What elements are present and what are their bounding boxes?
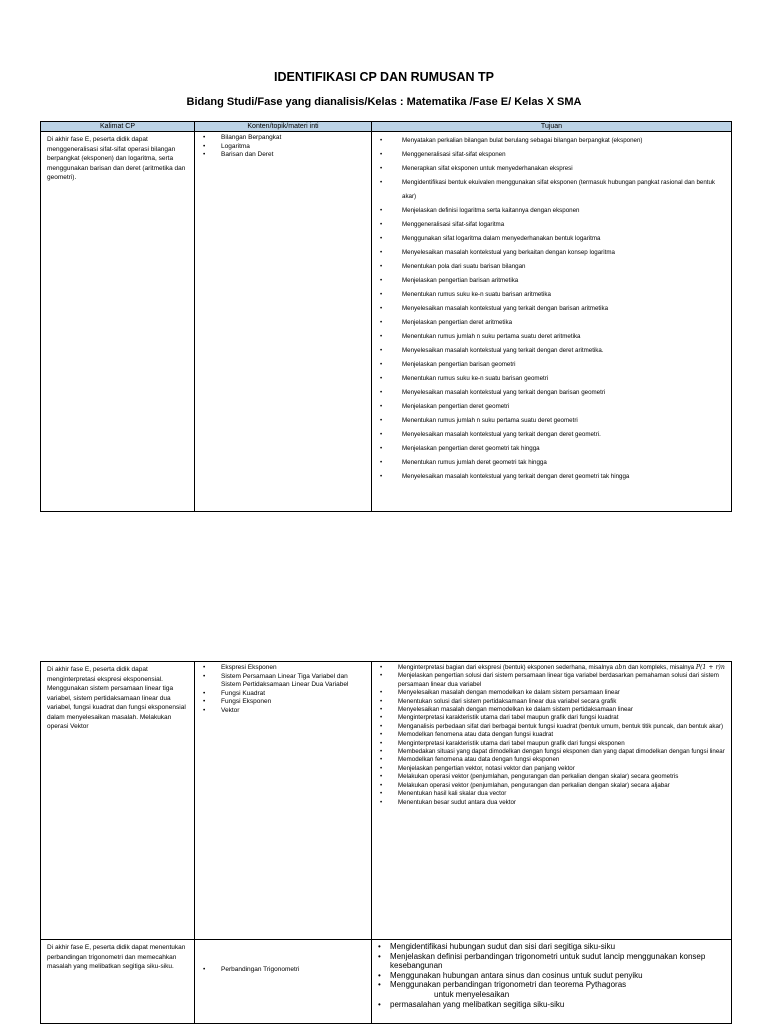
list-item: • Menyelesaikan masalah kontekstual yang terkait dengan deret aritmetika. — [376, 344, 727, 358]
list-item: • Menggeneralisasi sifat-sifat logaritma — [376, 218, 727, 232]
list-item — [376, 664, 727, 672]
list-item: • Menjelaskan definisi perbandingan trigonometri untuk sudut lancip menggunakan konsep kesebangunan — [376, 952, 727, 971]
header-tujuan: Tujuan — [372, 122, 732, 132]
list-item: • Membedakan situasi yang dapat dimodelkan dengan fungsi eksponen dan yang dapat dimodelkan dengan fungsi linear — [376, 748, 727, 756]
tujuan-list — [376, 134, 727, 484]
konten-list — [199, 134, 367, 160]
math-expression: P(1 + r)n — [695, 664, 725, 671]
list-item: • Memodelkan fenomena atau data dengan fungsi kuadrat — [376, 731, 727, 739]
table-row — [41, 132, 732, 512]
table-header-row — [41, 122, 732, 132]
kalimat-cp-cell: Di akhir fase E, peserta didik dapat menentukan perbandingan trigonometri dan memecahkan masalah yang melibatkan segitiga siku-siku. — [41, 940, 195, 1024]
list-item: • Menyelesaikan masalah dengan memodelkan ke dalam sistem pertidaksamaan linear — [376, 706, 727, 714]
cp-table-1 — [40, 121, 732, 512]
list-item: • Menentukan pola dari suatu barisan bilangan — [376, 260, 727, 274]
list-item: • Mengidentifikasi bentuk ekuivalen menggunakan sifat eksponen (termasuk hubungan pangkat rasional dan bentuk akar) — [376, 176, 727, 204]
tujuan-cell — [372, 940, 732, 1024]
list-item: • Menerapkan sifat eksponen untuk menyederhanakan ekspresi — [376, 162, 727, 176]
list-item: • Menjelaskan pengertian solusi dari sistem persamaan linear tiga variabel berdasarkan pemahaman solusi dari sistem persamaan linear dua variabel — [376, 672, 727, 689]
list-item: • Menentukan rumus suku ke-n suatu barisan aritmetika — [376, 288, 727, 302]
list-item: • Menentukan rumus jumlah n suku pertama suatu deret aritmetika — [376, 330, 727, 344]
table-row — [41, 940, 732, 1024]
list-item: • Menginterpretasi karakteristik utama dari tabel maupun grafik dari fungsi kuadrat — [376, 714, 727, 722]
list-item: • Menyelesaikan masalah dengan memodelkan ke dalam sistem persamaan linear — [376, 689, 727, 697]
list-item: • Menggeneralisasi sifat-sifat eksponen — [376, 148, 727, 162]
list-item: • Fungsi Eksponen — [199, 698, 367, 707]
list-item: • Menginterpretasi karakteristik utama dari tabel maupun grafik dari fungsi eksponen — [376, 740, 727, 748]
list-item: • Menyelesaikan masalah kontekstual yang terkait dengan barisan aritmetika — [376, 302, 727, 316]
header-konten: Konten/topik/materi inti — [195, 122, 372, 132]
list-item: • Menjelaskan pengertian deret geometri — [376, 400, 727, 414]
tujuan-cell — [372, 662, 732, 940]
list-item: • Menjelaskan pengertian deret aritmetika — [376, 316, 727, 330]
list-item: • Perbandingan Trigonometri — [199, 966, 367, 975]
list-item: • Menentukan solusi dari sistem pertidaksamaan linear dua variabel secara grafik — [376, 698, 727, 706]
list-item: • Melakukan operasi vektor (penjumlahan, pengurangan dan perkalian dengan skalar) secara geometris — [376, 773, 727, 781]
list-item: • Menyatakan perkalian bilangan bulat berulang sebagai bilangan berpangkat (eksponen) — [376, 134, 727, 148]
header-kalimat-cp: Kalimat CP — [41, 122, 195, 132]
list-item: • Menggunakan perbandingan trigonometri dan teorema Pythagoras — [376, 980, 727, 990]
list-item: • Menjelaskan definisi logaritma serta kaitannya dengan eksponen — [376, 204, 727, 218]
tujuan-list — [376, 942, 727, 1009]
list-item: • Bilangan Berpangkat — [199, 134, 367, 143]
tujuan-text: Menginterpretasi bagian dari ekspresi (bentuk) eksponen sederhana, misalnya — [398, 664, 613, 671]
list-item: • Vektor — [199, 707, 367, 716]
list-item: • Barisan dan Deret — [199, 151, 367, 160]
list-item: • Menjelaskan pengertian barisan geometri — [376, 358, 727, 372]
list-item: • Menentukan rumus suku ke-n suatu barisan geometri — [376, 372, 727, 386]
tujuan-cell — [372, 132, 732, 512]
list-item: untuk menyelesaikan — [434, 989, 510, 999]
kalimat-cp-cell: Di akhir fase E, peserta didik dapat menginterpretasi ekspresi eksponensial. Menggunakan sistem persamaan linear tiga variabel, sistem pertidaksamaan linear dua variabel, fungsi kuadrat dan fungsi eksponensial dalam menyelesaikan masalah. Melakukan operasi Vektor — [41, 662, 195, 940]
list-item: • Menjelaskan pengertian vektor, notasi vektor dan panjang vektor — [376, 765, 727, 773]
tujuan-list — [376, 664, 727, 807]
list-item: • Menentukan hasil kali skalar dua vector — [376, 790, 727, 798]
list-item: • Menentukan rumus jumlah deret geometri tak hingga — [376, 456, 727, 470]
kalimat-cp-cell: Di akhir fase E, peserta didik dapat menggeneralisasi sifat-sifat operasi bilangan berpangkat (eksponen) dan logaritma, serta menggunakan barisan dan deret (aritmetika dan geometri). — [41, 132, 195, 512]
list-item: • Menjelaskan pengertian deret geometri tak hingga — [376, 442, 727, 456]
list-item: • Menentukan rumus jumlah n suku pertama suatu deret geometri — [376, 414, 727, 428]
konten-cell — [195, 662, 372, 940]
konten-cell — [195, 132, 372, 512]
konten-cell — [195, 940, 372, 1024]
list-item: • Melakukan operasi vektor (penjumlahan, pengurangan dan perkalian dengan skalar) secara aljabar — [376, 782, 727, 790]
list-item: • Logaritma — [199, 143, 367, 152]
list-item: • Fungsi Kuadrat — [199, 690, 367, 699]
list-item: • Menggunakan sifat logaritma dalam menyederhanakan bentuk logaritma — [376, 232, 727, 246]
math-expression: abn — [614, 664, 627, 671]
list-item: • Menjelaskan pengertian barisan aritmetika — [376, 274, 727, 288]
list-item: • Menyelesaikan masalah kontekstual yang terkait dengan barisan geometri — [376, 386, 727, 400]
list-item: • Sistem Persamaan Linear Tiga Variabel dan Sistem Pertidaksamaan Linear Dua Variabel — [199, 673, 367, 690]
list-item: • Menyelesaikan masalah kontekstual yang terkait dengan deret geometri. — [376, 428, 727, 442]
list-item: • Mengidentifikasi hubungan sudut dan sisi dari segitiga siku-siku — [376, 942, 727, 952]
cp-table-2 — [40, 661, 732, 1024]
konten-list — [199, 966, 367, 975]
list-item: • Menyelesaikan masalah kontekstual yang berkaitan dengan konsep logaritma — [376, 246, 727, 260]
list-item: • Menyelesaikan masalah kontekstual yang terkait dengan deret geometri tak hingga — [376, 470, 727, 484]
list-item: • Menentukan besar sudut antara dua vektor — [376, 799, 727, 807]
table-row — [41, 662, 732, 940]
list-item: • Memodelkan fenomena atau data dengan fungsi eksponen — [376, 756, 727, 764]
list-item: • permasalahan yang melibatkan segitiga siku-siku — [376, 1000, 727, 1010]
list-item: • Menggunakan hubungan antara sinus dan cosinus untuk sudut penyiku — [376, 971, 727, 981]
page-subtitle: Bidang Studi/Fase yang dianalisis/Kelas : Matematika /Fase E/ Kelas X SMA — [186, 96, 582, 108]
tujuan-text: dan kompleks, misalnya — [628, 664, 695, 671]
konten-list — [199, 664, 367, 715]
list-item: • Ekspresi Eksponen — [199, 664, 367, 673]
page-title: IDENTIFIKASI CP DAN RUMUSAN TP — [274, 70, 494, 84]
list-item: • Menganalisis perbedaan sifat dari berbagai bentuk fungsi kuadrat (bentuk umum, bentuk titik puncak, dan bentuk akar) — [376, 723, 727, 731]
